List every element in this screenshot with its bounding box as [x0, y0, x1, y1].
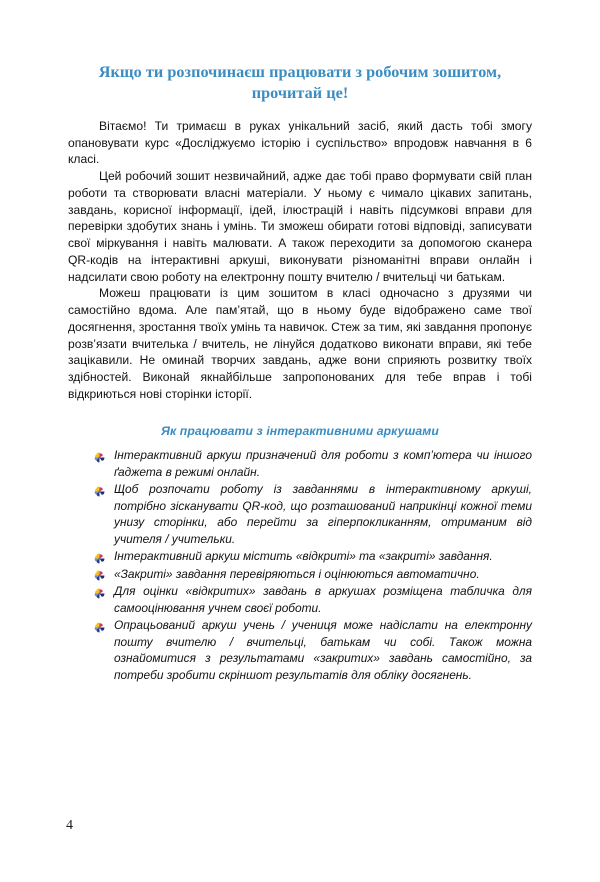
- list-item: [94, 447, 532, 480]
- list-item: [94, 481, 532, 547]
- pinwheel-bullet-icon: [94, 552, 105, 563]
- section-subheading: Як працювати з інтерактивними аркушами: [161, 424, 439, 439]
- list-item-text: Опрацьований аркуш учень / учениця може надіслати на електронну пошту вчителю / вчительці, батькам чи собі. Також можна ознайомитися з результатами «закритих» завдань самостійно, за потреби зробити скріншот результатів для обліку досягнень.: [114, 618, 532, 682]
- list-item-text: «Закриті» завдання перевіряються і оцінюються автоматично.: [114, 566, 480, 581]
- page-number: 4: [66, 818, 73, 833]
- list-item: [94, 583, 532, 616]
- page-title: Якщо ти розпочинаєш працювати з робочим зошитом, прочитай це!: [98, 63, 502, 103]
- pinwheel-bullet-icon: [94, 587, 105, 598]
- interactive-sheets-list: [68, 447, 532, 683]
- list-item: [94, 548, 532, 564]
- list-item-text: Щоб розпочати роботу із завданнями в інтерактивному аркуші, потрібно зісканувати QR-код, що розташований наприкінці кожної теми унизу сторінки, або перейти за гіперпокликанням, отриманим від учителя / учительки.: [114, 482, 532, 546]
- list-item: [94, 617, 532, 683]
- paragraph-1: Вітаємо! Ти тримаєш в руках унікальний засіб, який дасть тобі змогу опановувати курс «Досліджуємо історію і суспільство» впродовж навчання в 6 класі.: [68, 119, 532, 167]
- list-item: [94, 566, 532, 582]
- paragraph-2: Цей робочий зошит незвичайний, адже дає тобі право формувати свій план роботи та створювати власні матеріали. У ньому є чимало цікавих запитань, завдань, корисної інформації, ідей, ілюстрацій і навіть підсумкові вправи для перевірки здобутих знань і умінь. Ти зможеш обирати готові відповіді, записувати свої міркування і навіть малювати. А також переходити за допомогою сканера QR-кодів на інтерактивні аркуші, виконувати різноманітні вправи онлайн і надсилати свою роботу на електронну пошту вчителю / вчительці чи батькам.: [68, 169, 532, 284]
- list-item-text: Для оцінки «відкритих» завдань в аркушах розміщена табличка для самооцінювання учнем своєї роботи.: [114, 584, 532, 615]
- pinwheel-bullet-icon: [94, 485, 105, 496]
- list-item-text: Інтерактивний аркуш призначений для роботи з комп’ютера чи іншого ґаджета в режимі онлайн.: [114, 448, 532, 479]
- body-content: [68, 118, 532, 684]
- pinwheel-bullet-icon: [94, 451, 105, 462]
- list-item-text: Інтерактивний аркуш містить «відкриті» та «закриті» завдання.: [114, 549, 493, 564]
- pinwheel-bullet-icon: [94, 569, 105, 580]
- paragraph-3: Можеш працювати із цим зошитом в класі одночасно з друзями чи самостійно вдома. Але пам’ятай, що в ньому буде відображено саме твої досягнення, зростання твоїх умінь та навичок. Стеж за тим, які завдання пропонує розв’язати вчителька / вчитель, не лінуйся додатково виконати вправи, які тебе зацікавили. Не оминай творчих завдань, адже вони сприяють розвитку твоїх здібностей. Виконай якнайбільше запропонованих для тебе вправ і тобі відкриються нові сторінки історії.: [68, 286, 532, 401]
- pinwheel-bullet-icon: [94, 621, 105, 632]
